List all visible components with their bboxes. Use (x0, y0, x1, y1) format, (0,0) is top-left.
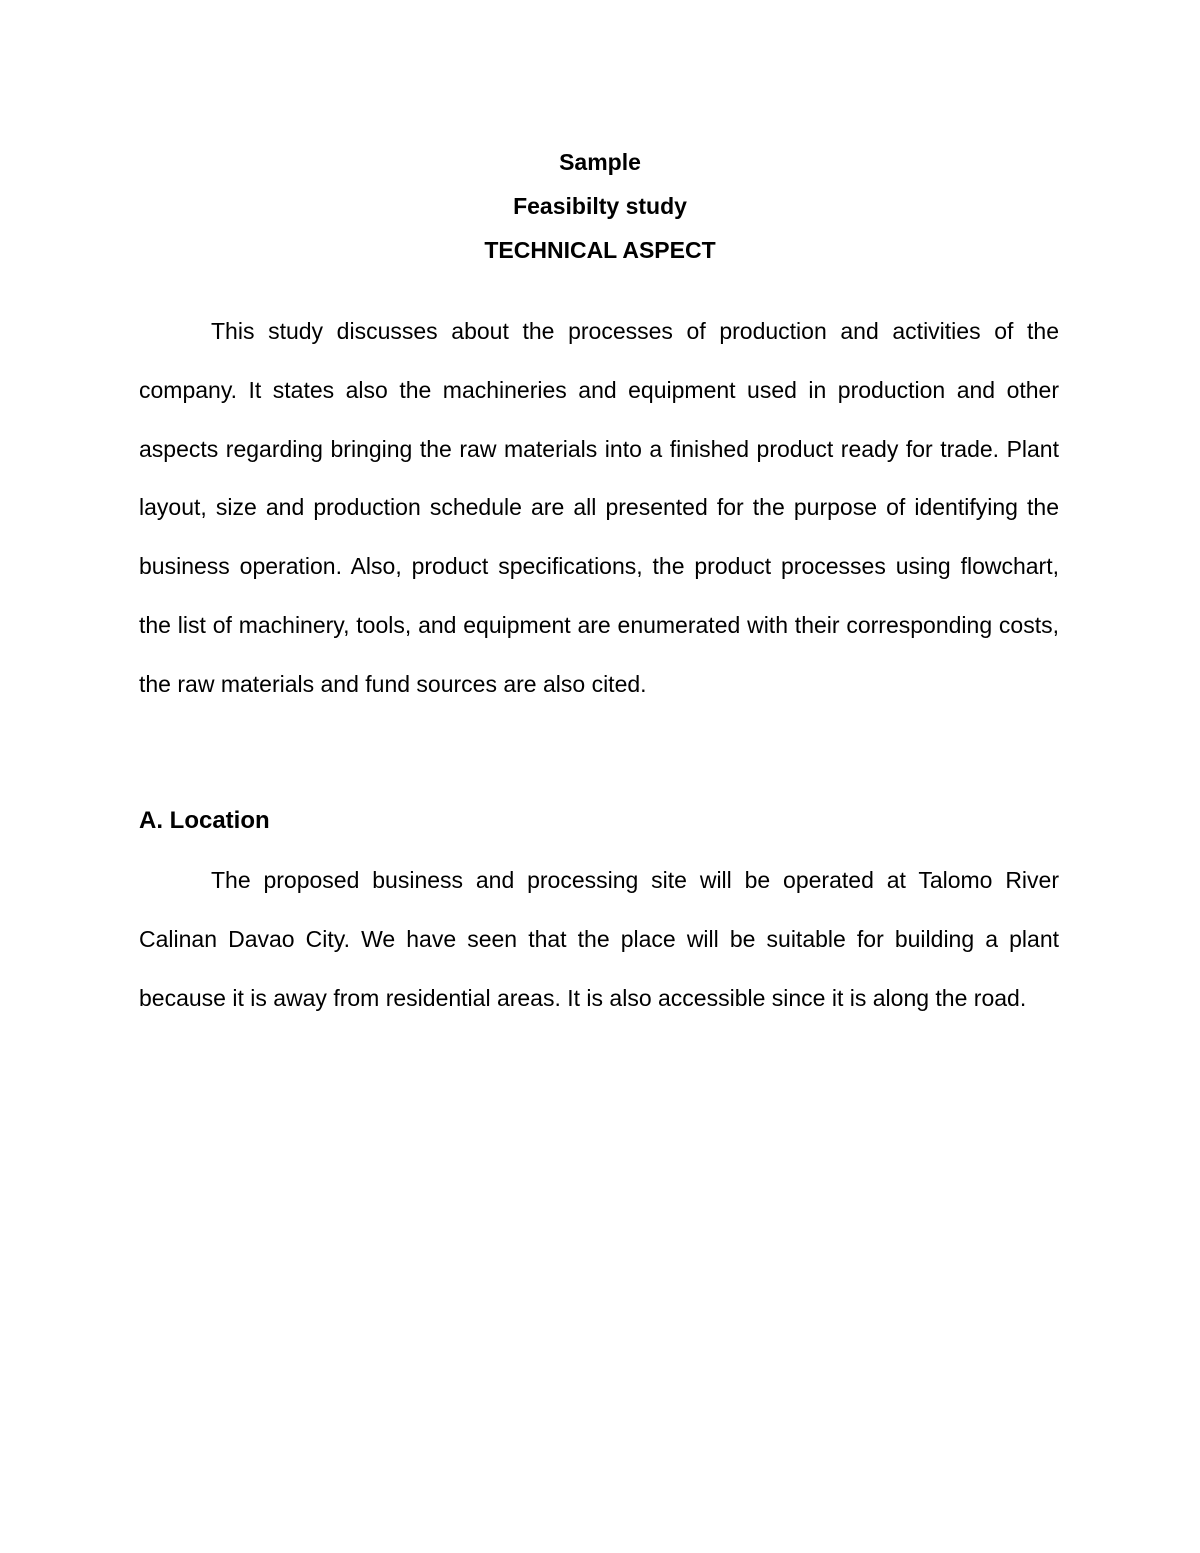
location-paragraph: The proposed business and processing site will be operated at Talomo River Calinan Davao City. We have seen that the place will be suitable for building a plant because it is away from residential areas. It is also accessible since it is along the road. (139, 867, 1059, 1011)
document-section-title: TECHNICAL ASPECT (484, 237, 716, 263)
location-section (139, 801, 1059, 841)
location-body (139, 851, 1059, 1027)
document-title: Sample (559, 149, 641, 175)
document-subtitle: Feasibilty study (513, 193, 687, 219)
intro-paragraph: This study discusses about the processes of production and activities of the company. It states also the machineries and equipment used in production and other aspects regarding bringing the raw materials into a finished product ready for trade. Plant layout, size and production schedule are all presented for the purpose of identifying the business operation. Also, product specifications, the product processes using flowchart, the list of machinery, tools, and equipment are enumerated with their corresponding costs, the raw materials and fund sources are also cited. (139, 318, 1059, 697)
title-block (0, 140, 1200, 272)
location-heading: A. Location (139, 807, 270, 834)
intro-block (139, 302, 1059, 714)
